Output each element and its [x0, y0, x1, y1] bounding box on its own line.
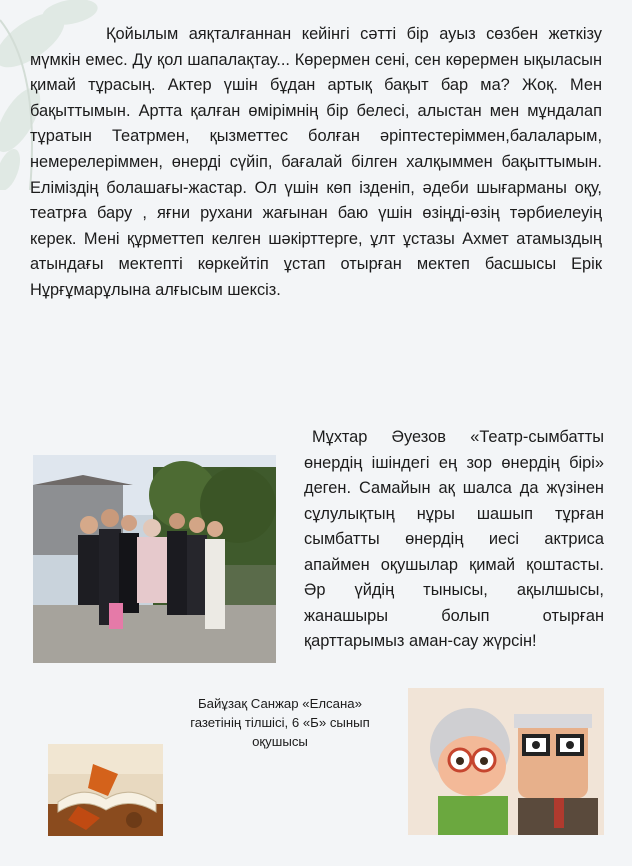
- byline-line-3: оқушысы: [252, 734, 308, 749]
- article-paragraph-1: Қойылым аяқталғаннан кейінгі сәтті бір ауыз сөзбен жеткізу мүмкін емес. Ду қол шапалақтау... Көрермен сені, сен көрермен ықыласын қимай тұрасың. Актер үшін бұдан артық бақыт бар ма? Жоқ. Мен бақыттымын. Артта қалған өмірімнің бір белесі, алыстан мен мұндалап тұратын Театрмен, қызметтес болған әріптестеріммен,балаларым, немерелеріммен, өнерді сүйіп, бағалай білген халқыммен бақыттымын. Еліміздің болашағы-жастар. Ол үшін көп ізденіп, әдеби шығарманы оқу, театрға бару , яғни рухани жағынан баю үшін өзіңді-өзің тәрбиелеуің керек. Мені құрметтеп келген шәкірттерге, ұлт ұстазы Ахмет атамыздың атындағы мектепті көркейтіп ұстап отырған мектеп басшысы Ерік Нұрғұмарұлына алғысым шексіз.: [30, 25, 602, 299]
- group-photo: [33, 455, 276, 663]
- byline-line-1: Байұзақ Санжар «Елсана»: [198, 696, 362, 711]
- cartoon-portrait-photo: [408, 688, 604, 835]
- author-byline: [160, 694, 400, 751]
- article-paragraph-2: Мұхтар Әуезов «Театр-сымбатты өнердің ішіндегі ең зор өнердің бірі» деген. Самайын ақ шалса да жүзінен сұлулықтың нұры шашып тұрған сымбатты өнердің иесі актриса апаймен оқушылар қимай қоштасты. Әр үйдің тынысы, ақылшысы, жанашыры болып отырған қарттарымыз аман-сау жүрсін!: [304, 428, 604, 650]
- byline-line-2: газетінің тілшісі, 6 «Б» сынып: [190, 715, 370, 730]
- book-photo: [48, 744, 163, 836]
